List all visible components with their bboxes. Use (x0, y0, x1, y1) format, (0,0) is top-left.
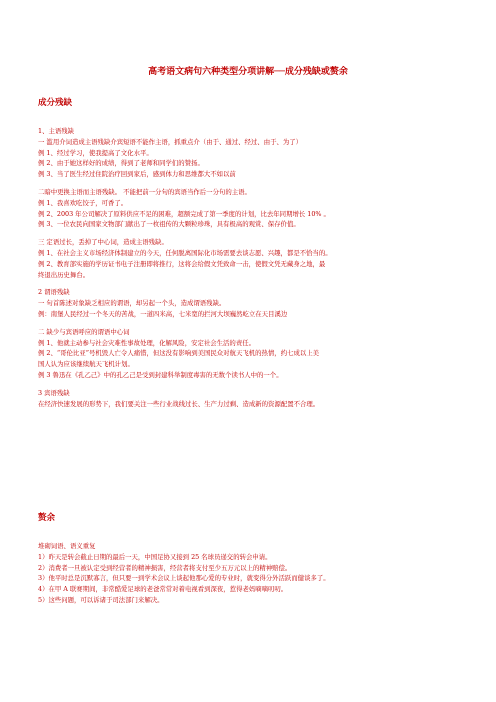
section-body-missing-components (38, 126, 468, 409)
text-line: 一 句首陈述对象缺乏相应的谓语，却另起一个头，造成谓语残缺。 (38, 299, 226, 308)
text-line: 在经济快速发展的形势下，我们要关注一些行业战线过长、生产力过剩、造成新的资源配置不合理。 (38, 399, 320, 408)
text-line: 终退出历史舞台。 (38, 270, 90, 279)
text-line: 一 滥用介词造成主语残缺介宾短语不能作主语，抓重点介（由于、通过、经过、由于、为了） (38, 137, 303, 146)
text-line: 国人认为应该继续航天飞机计划。 (38, 360, 134, 369)
text-line: 例 2、由于她这样好的成绩，得到了老师和同学们的赞扬。 (38, 159, 204, 168)
text-line: 例 1、在社会主义市场经济体制建立的今天，任何脱离国际化市场需要去谈志愿、兴趣，都是不恰当的。 (38, 248, 332, 257)
paragraph-predicate-missing (38, 287, 468, 319)
paragraph-object-missing (38, 388, 468, 410)
text-line: 例 2、教育部实施的学历证书电子注册即将推行，这将会给假文凭致命一击，使假文凭无藏身之地，最 (38, 259, 326, 268)
text-line: 堆砌词语、语义重复 (38, 542, 96, 550)
section-heading-missing-components: 成分残缺 (38, 98, 73, 108)
text-line: 2 谓语残缺 (38, 288, 70, 297)
text-line: 例 1、经过学习，使我提高了文化水平。 (38, 148, 153, 157)
text-line: 2）消费者一旦被认定受到经营者的精神损害，经营者将支付至少五万元以上的精神赔偿。 (38, 563, 292, 572)
paragraph-attribute-too-long (38, 237, 468, 280)
text-line: 1、主语残缺 (38, 127, 75, 135)
paragraph-redundancy (38, 541, 468, 606)
text-line: 三 定语过长，丢掉了中心词，造成主语残缺。 (38, 238, 168, 247)
text-line: 例 1、我喜欢吃饺子，可香了。 (38, 198, 128, 207)
paragraph-subject-swapped (38, 187, 468, 230)
paragraph-predicate-head-missing (38, 327, 468, 381)
text-line: 3）他平时总是沉默寡言，但只要一到学术会议上谈起他那心爱的专业时，就变得分外活跃而健谈多了。 (38, 574, 330, 583)
text-line: 例 3 鲁迅在《孔乙己》中的孔乙己是受到封建科举制度毒害的无数个读书人中的一个。 (38, 370, 283, 379)
paragraph-subject-missing (38, 126, 468, 180)
text-line: 例 3、一位农民向国家文物部门献出了一枚祖传的大颗粒珍珠，具有极高的观赏、保存价值。 (38, 220, 300, 229)
document-title: 高考语文病句六种类型分项讲解──成分残缺或赘余 (148, 67, 348, 77)
text-line: 1）昨天是转会截止日期的最后一天，中国足协又接到 25 名球员递交的转会申请。 (38, 552, 272, 561)
text-line: 二 缺少与宾语呼应的谓语中心词 (38, 327, 130, 336)
text-line: 4）在甲 A 联赛期间，非常酷爱足球的老爸常常对着电视看到深夜，惹得老妈嘀嘀叨叨。 (38, 585, 288, 594)
text-line: 5）这些问题，可以诉诸于司法部门来解决。 (38, 595, 164, 604)
text-line: 3 宾语残缺 (38, 388, 70, 397)
text-line: 二暗中更换主语而主语残缺。 不能把前一分句的宾语当作后一分句的主语。 (38, 187, 251, 196)
section-heading-redundancy: 赘余 (38, 513, 56, 523)
text-line: 例 2、“哥伦比亚”号机毁人亡令人痛惜，但这没有影响到美国民众对航天飞机的热情，约七成以上美 (38, 349, 320, 358)
text-line: 例 3、当了医生经过住院治疗回到家后，感到体力和思维都大不如以前 (38, 170, 236, 179)
section-body-redundancy (38, 541, 468, 606)
text-line: 例：南堡人民经过一个冬天的苦战，一道四米高，七米宽的拦河大坝巍然屹立在天目溪边 (38, 309, 288, 318)
text-line: 例 1、他就主动参与社会灾难性事故处理，化解风险，安定社会生活的责任。 (38, 338, 255, 347)
text-line: 例 2、2003 年公司解决了原料供应不足的困难，超额完成了第一季度的计划，比去年同期增长 10% 。 (38, 209, 330, 218)
